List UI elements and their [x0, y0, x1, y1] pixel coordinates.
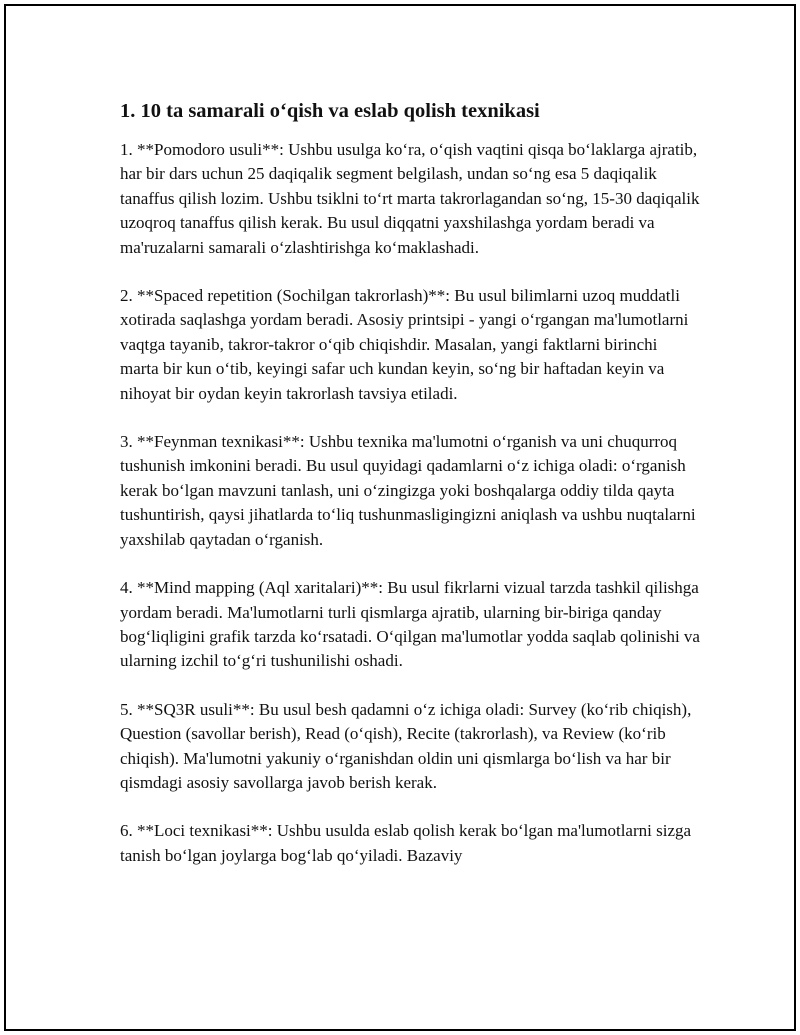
- paragraph-pomodoro: 1. **Pomodoro usuli**: Ushbu usulga ko‘ra, o‘qish vaqtini qisqa bo‘laklarga ajratib, har bir dars uchun 25 daqiqalik segment belgilash, undan so‘ng esa 5 daqiqalik tanaffus qilish lozim. Ushbu tsiklni to‘rt marta takrorlagandan so‘ng, 15-30 daqiqalik uzoqroq tanaffus qilish kerak. Bu usul diqqatni yaxshilashga yordam beradi va ma'ruzalarni samarali o‘zlashtirishga ko‘maklashadi.: [120, 140, 700, 257]
- paragraph-loci: 6. **Loci texnikasi**: Ushbu usulda eslab qolish kerak bo‘lgan ma'lumotlarni sizga tanish bo‘lgan joylarga bog‘lab qo‘yiladi. Bazaviy: [120, 821, 692, 865]
- paragraph-spaced-repetition: 2. **Spaced repetition (Sochilgan takrorlash)**: Bu usul bilimlarni uzoq muddatli xotirada saqlashga yordam beradi. Asosiy printsipi - yangi o‘rgangan ma'lumotlarni vaqtga tayanib, takror-takror o‘qib chiqishdir. Masalan, yangi faktlarni birinchi marta bir kun o‘tib, keyingi safar uch kundan keyin, so‘ng bir haftadan keyin va nihoyat bir oydan keyin takrorlash tavsiya etiladi.: [120, 286, 689, 403]
- paragraph-mind-mapping: 4. **Mind mapping (Aql xaritalari)**: Bu usul fikrlarni vizual tarzda tashkil qilishga yordam beradi. Ma'lumotlarni turli qismlarga ajratib, ularning bir-biriga qanday bog‘liqligini grafik tarzda ko‘rsatadi. O‘qilgan ma'lumotlar yodda saqlab qolinishi va ularning izchil to‘g‘ri tushunilishi oshadi.: [120, 578, 700, 671]
- paragraph-feynman: 3. **Feynman texnikasi**: Ushbu texnika ma'lumotni o‘rganish va uni chuqurroq tushunish imkonini beradi. Bu usul quyidagi qadamlarni o‘z ichiga oladi: o‘rganish kerak bo‘lgan mavzuni tanlash, uni o‘zingizga yoki boshqalarga oddiy tilda qayta tushuntirish, qaysi jihatlarda to‘liq tushunmasligingizni aniqlash va ushbu nuqtalarni yaxshilab qaytadan o‘rganish.: [120, 432, 696, 549]
- paragraph-sq3r: 5. **SQ3R usuli**: Bu usul besh qadamni o‘z ichiga oladi: Survey (ko‘rib chiqish), Question (savollar berish), Read (o‘qish), Recite (takrorlash), va Review (ko‘rib chiqish). Ma'lumotni yakuniy o‘rganishdan oldin uni qismlarga bo‘lish va har bir qismdagi asosiy savollarga javob berish kerak.: [120, 699, 692, 792]
- document-title: 1. 10 ta samarali o‘qish va eslab qolish texnikasi: [120, 100, 540, 122]
- document-page: [4, 4, 796, 1031]
- document-body: [120, 94, 700, 892]
